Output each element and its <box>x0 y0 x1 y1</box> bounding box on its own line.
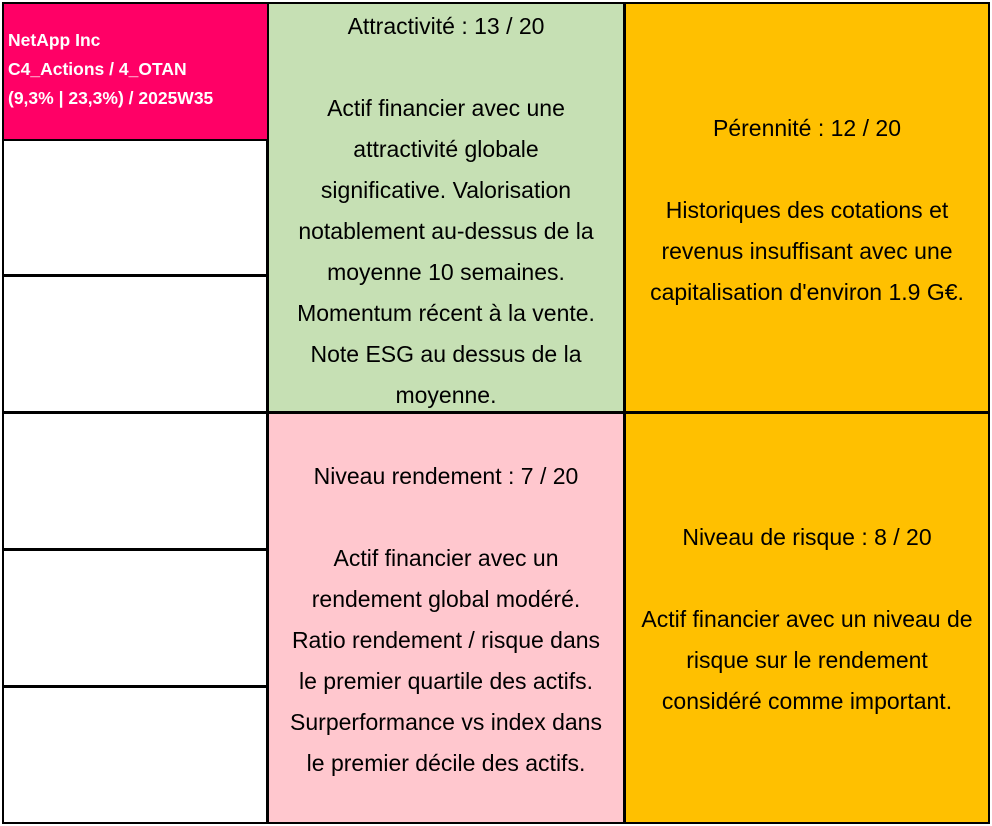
asset-header-cell <box>2 2 268 140</box>
rendement-line: rendement global modéré. <box>311 586 581 612</box>
rendement-line: le premier décile des actifs. <box>306 750 586 776</box>
blank-cell <box>2 139 268 276</box>
perennite-title: Pérennité : 12 / 20 <box>713 115 901 141</box>
risque-content <box>626 517 988 722</box>
attractivite-title: Attractivité : 13 / 20 <box>347 13 545 39</box>
perennite-line: Historiques des cotations et <box>665 197 949 223</box>
risque-line: risque sur le rendement <box>686 647 928 673</box>
rendement-title: Niveau rendement : 7 / 20 <box>313 463 579 489</box>
risque-cell <box>624 412 990 824</box>
perennite-content <box>626 108 988 313</box>
attractivite-cell <box>267 2 625 413</box>
attractivite-line: significative. Valorisation <box>320 177 572 203</box>
asset-name: NetApp Inc <box>8 30 101 50</box>
attractivite-line: Momentum récent à la vente. <box>297 300 595 326</box>
rendement-line: Ratio rendement / risque dans <box>291 627 601 653</box>
risque-line: considéré comme important. <box>661 688 953 714</box>
asset-period: (9,3% | 23,3%) / 2025W35 <box>8 88 214 108</box>
perennite-cell <box>624 2 990 413</box>
perennite-line: capitalisation d'environ 1.9 G€. <box>650 279 964 305</box>
attractivite-line: Note ESG au dessus de la <box>310 341 582 367</box>
risque-title: Niveau de risque : 8 / 20 <box>682 524 932 550</box>
attractivite-line: moyenne. <box>395 382 497 408</box>
risque-line: Actif financier avec un niveau de <box>641 606 973 632</box>
attractivite-line: notablement au-dessus de la <box>298 218 594 244</box>
rendement-line: Surperformance vs index dans <box>290 709 602 735</box>
attractivite-line: moyenne 10 semaines. <box>327 259 565 285</box>
attractivite-line: attractivité globale <box>353 136 539 162</box>
asset-category: C4_Actions / 4_OTAN <box>8 59 187 79</box>
perennite-line: revenus insuffisant avec une <box>661 238 953 264</box>
blank-cell <box>2 549 268 687</box>
attractivite-line: Actif financier avec une <box>327 95 565 121</box>
rendement-line: le premier quartile des actifs. <box>298 668 593 694</box>
blank-cell <box>2 275 268 413</box>
blank-cell <box>2 686 268 824</box>
blank-cell <box>2 412 268 550</box>
rendement-line: Actif financier avec un <box>333 545 559 571</box>
rendement-content <box>269 456 623 784</box>
attractivite-content <box>269 6 623 416</box>
rendement-cell <box>267 412 625 824</box>
